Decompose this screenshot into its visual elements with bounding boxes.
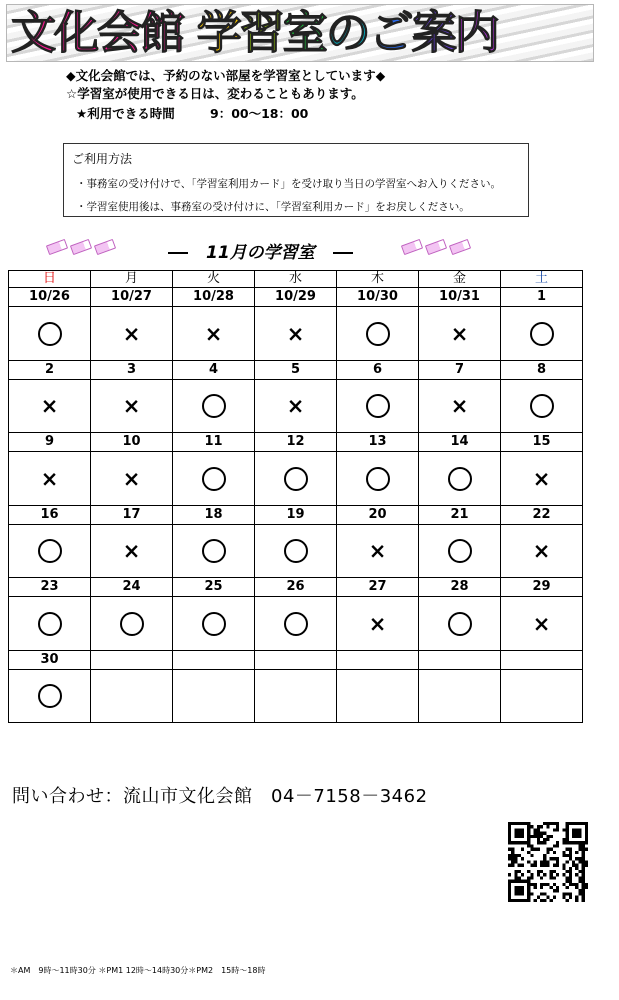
date-cell: 20 bbox=[337, 505, 419, 524]
date-cell: 26 bbox=[255, 578, 337, 597]
available-circle-icon bbox=[530, 322, 554, 346]
date-cell: 5 bbox=[255, 360, 337, 379]
available-circle-icon bbox=[38, 322, 62, 346]
hours-value: 9：00～18：00 bbox=[210, 106, 309, 121]
date-row bbox=[9, 360, 583, 379]
weekday-header: 日 bbox=[9, 271, 91, 288]
usage-item: ・学習室使用後は、事務室の受け付けに、「学習室利用カード」をお戻しください。 bbox=[76, 201, 470, 213]
date-row bbox=[9, 650, 583, 669]
weekday-header: 水 bbox=[255, 271, 337, 288]
unavailable-cross-icon: × bbox=[532, 539, 551, 563]
weekday-header: 金 bbox=[419, 271, 501, 288]
availability-cell bbox=[337, 597, 419, 651]
date-row bbox=[9, 505, 583, 524]
availability-cell bbox=[91, 307, 173, 361]
available-circle-icon bbox=[366, 394, 390, 418]
available-circle-icon bbox=[366, 467, 390, 491]
date-cell: 17 bbox=[91, 505, 173, 524]
availability-cell bbox=[337, 524, 419, 578]
weekday-header: 火 bbox=[173, 271, 255, 288]
date-cell: 19 bbox=[255, 505, 337, 524]
month-title-line bbox=[150, 238, 371, 263]
unavailable-cross-icon: × bbox=[122, 466, 141, 491]
availability-cell bbox=[9, 379, 91, 433]
date-cell bbox=[173, 650, 255, 669]
date-cell: 16 bbox=[9, 505, 91, 524]
usage-item: ・事務室の受け付けで、「学習室利用カード」を受け取り当日の学習室へお入りください。 bbox=[76, 178, 502, 190]
qr-code-icon bbox=[508, 822, 588, 902]
date-cell bbox=[91, 650, 173, 669]
available-circle-icon bbox=[448, 539, 472, 563]
title-segment: 習 bbox=[239, 6, 283, 59]
unavailable-cross-icon: × bbox=[122, 321, 141, 346]
available-circle-icon bbox=[38, 539, 62, 563]
availability-row bbox=[9, 379, 583, 433]
weekday-header: 木 bbox=[337, 271, 419, 288]
availability-cell bbox=[91, 379, 173, 433]
unavailable-cross-icon: × bbox=[204, 321, 223, 346]
date-cell: 10/27 bbox=[91, 288, 173, 307]
date-cell: 9 bbox=[9, 433, 91, 452]
date-row bbox=[9, 288, 583, 307]
availability-cell bbox=[501, 524, 583, 578]
date-cell: 24 bbox=[91, 578, 173, 597]
availability-row bbox=[9, 524, 583, 578]
date-cell: 12 bbox=[255, 433, 337, 452]
available-circle-icon bbox=[366, 322, 390, 346]
unavailable-cross-icon: × bbox=[286, 394, 305, 418]
usage-instructions-box bbox=[63, 143, 529, 217]
date-cell: 10/30 bbox=[337, 288, 419, 307]
opening-hours bbox=[76, 104, 308, 122]
unavailable-cross-icon: × bbox=[532, 466, 551, 491]
unavailable-cross-icon: × bbox=[40, 466, 59, 491]
weekday-header: 月 bbox=[91, 271, 173, 288]
title-segment bbox=[183, 6, 197, 59]
availability-cell bbox=[337, 379, 419, 433]
pencil-decoration-right bbox=[402, 242, 470, 256]
date-cell: 8 bbox=[501, 360, 583, 379]
availability-cell bbox=[9, 524, 91, 578]
contact-info: 問い合わせ：流山市文化会館 04－7158－3462 bbox=[12, 786, 428, 807]
date-cell: 18 bbox=[173, 505, 255, 524]
availability-cell bbox=[255, 524, 337, 578]
unavailable-cross-icon: × bbox=[122, 394, 141, 418]
available-circle-icon bbox=[284, 612, 308, 636]
availability-cell bbox=[337, 669, 419, 722]
pencil-icon bbox=[449, 239, 471, 255]
time-slot-footnote: ＊AM 9時～11時30分 ＊PM1 12時～14時30分＊PM2 15時～18時 bbox=[10, 966, 266, 975]
availability-cell bbox=[419, 524, 501, 578]
availability-cell bbox=[173, 379, 255, 433]
availability-cell bbox=[9, 452, 91, 506]
title-segment: 室 bbox=[282, 6, 326, 59]
availability-cell bbox=[255, 379, 337, 433]
available-circle-icon bbox=[284, 539, 308, 563]
date-cell bbox=[501, 650, 583, 669]
availability-cell bbox=[255, 307, 337, 361]
pencil-icon bbox=[401, 239, 423, 255]
date-cell: 10/28 bbox=[173, 288, 255, 307]
unavailable-cross-icon: × bbox=[368, 611, 387, 636]
date-cell: 13 bbox=[337, 433, 419, 452]
date-cell: 2 bbox=[9, 360, 91, 379]
availability-cell bbox=[337, 452, 419, 506]
availability-cell bbox=[173, 669, 255, 722]
title-segment: 学 bbox=[196, 6, 240, 59]
date-cell: 15 bbox=[501, 433, 583, 452]
availability-calendar bbox=[8, 270, 583, 723]
available-circle-icon bbox=[530, 394, 554, 418]
usage-title: ご利用方法 bbox=[72, 152, 133, 166]
date-cell: 29 bbox=[501, 578, 583, 597]
availability-cell bbox=[255, 669, 337, 722]
availability-cell bbox=[91, 452, 173, 506]
available-circle-icon bbox=[38, 684, 62, 708]
available-circle-icon bbox=[284, 467, 308, 491]
pencil-icon bbox=[94, 239, 116, 255]
date-cell: 6 bbox=[337, 360, 419, 379]
availability-cell bbox=[501, 669, 583, 722]
availability-cell bbox=[501, 597, 583, 651]
availability-cell bbox=[173, 524, 255, 578]
dash-decoration bbox=[333, 252, 353, 254]
availability-cell bbox=[91, 524, 173, 578]
month-header bbox=[0, 238, 590, 268]
title-segment: 文化会館 bbox=[11, 6, 184, 59]
month-title: 11月の学習室 bbox=[206, 243, 315, 263]
availability-cell bbox=[255, 597, 337, 651]
date-cell bbox=[419, 650, 501, 669]
date-cell: 4 bbox=[173, 360, 255, 379]
availability-row bbox=[9, 307, 583, 361]
availability-row bbox=[9, 452, 583, 506]
unavailable-cross-icon: × bbox=[532, 611, 551, 636]
date-cell: 10/31 bbox=[419, 288, 501, 307]
title-segment: の bbox=[325, 6, 369, 59]
date-cell: 30 bbox=[9, 650, 91, 669]
availability-cell bbox=[9, 307, 91, 361]
available-circle-icon bbox=[202, 394, 226, 418]
availability-cell bbox=[501, 379, 583, 433]
availability-cell bbox=[501, 452, 583, 506]
date-cell bbox=[337, 650, 419, 669]
available-circle-icon bbox=[202, 467, 226, 491]
availability-cell bbox=[501, 307, 583, 361]
date-cell: 7 bbox=[419, 360, 501, 379]
hours-label: ★利用できる時間 bbox=[76, 106, 175, 121]
availability-cell bbox=[173, 597, 255, 651]
available-circle-icon bbox=[120, 612, 144, 636]
availability-row bbox=[9, 669, 583, 722]
title-banner bbox=[6, 4, 594, 62]
available-circle-icon bbox=[202, 612, 226, 636]
availability-cell bbox=[419, 379, 501, 433]
availability-row bbox=[9, 597, 583, 651]
pencil-decoration-left bbox=[47, 242, 115, 256]
unavailable-cross-icon: × bbox=[122, 539, 141, 563]
available-circle-icon bbox=[202, 539, 226, 563]
date-cell: 10/26 bbox=[9, 288, 91, 307]
date-cell: 10 bbox=[91, 433, 173, 452]
availability-cell bbox=[419, 452, 501, 506]
date-cell: 11 bbox=[173, 433, 255, 452]
availability-cell bbox=[173, 452, 255, 506]
date-cell: 28 bbox=[419, 578, 501, 597]
availability-cell bbox=[419, 669, 501, 722]
unavailable-cross-icon: × bbox=[40, 394, 59, 418]
availability-cell bbox=[337, 307, 419, 361]
available-circle-icon bbox=[38, 612, 62, 636]
pencil-icon bbox=[425, 239, 447, 255]
date-cell: 22 bbox=[501, 505, 583, 524]
intro-notice: ◆文化会館では、予約のない部屋を学習室としています◆ bbox=[66, 68, 386, 83]
date-cell: 14 bbox=[419, 433, 501, 452]
dash-decoration bbox=[168, 252, 188, 254]
title-segment: 案 bbox=[411, 6, 455, 59]
date-row bbox=[9, 578, 583, 597]
availability-cell bbox=[9, 669, 91, 722]
date-cell: 27 bbox=[337, 578, 419, 597]
date-cell: 1 bbox=[501, 288, 583, 307]
availability-cell bbox=[419, 307, 501, 361]
date-cell: 21 bbox=[419, 505, 501, 524]
pencil-icon bbox=[46, 239, 68, 255]
title-segment: ご bbox=[368, 6, 412, 59]
intro-availability-note: ☆学習室が使用できる日は、変わることもあります。 bbox=[66, 86, 364, 101]
title-segment: 内 bbox=[454, 6, 498, 59]
unavailable-cross-icon: × bbox=[450, 321, 469, 346]
page-title bbox=[11, 8, 498, 58]
date-cell: 3 bbox=[91, 360, 173, 379]
weekday-header-row bbox=[9, 271, 583, 288]
pencil-icon bbox=[70, 239, 92, 255]
date-cell: 25 bbox=[173, 578, 255, 597]
availability-cell bbox=[91, 597, 173, 651]
unavailable-cross-icon: × bbox=[286, 321, 305, 346]
availability-cell bbox=[255, 452, 337, 506]
date-cell bbox=[255, 650, 337, 669]
availability-cell bbox=[9, 597, 91, 651]
weekday-header: 土 bbox=[501, 271, 583, 288]
date-cell: 23 bbox=[9, 578, 91, 597]
availability-cell bbox=[173, 307, 255, 361]
availability-cell bbox=[91, 669, 173, 722]
date-cell: 10/29 bbox=[255, 288, 337, 307]
available-circle-icon bbox=[448, 612, 472, 636]
unavailable-cross-icon: × bbox=[368, 539, 387, 563]
availability-cell bbox=[419, 597, 501, 651]
unavailable-cross-icon: × bbox=[450, 394, 469, 418]
date-row bbox=[9, 433, 583, 452]
available-circle-icon bbox=[448, 467, 472, 491]
